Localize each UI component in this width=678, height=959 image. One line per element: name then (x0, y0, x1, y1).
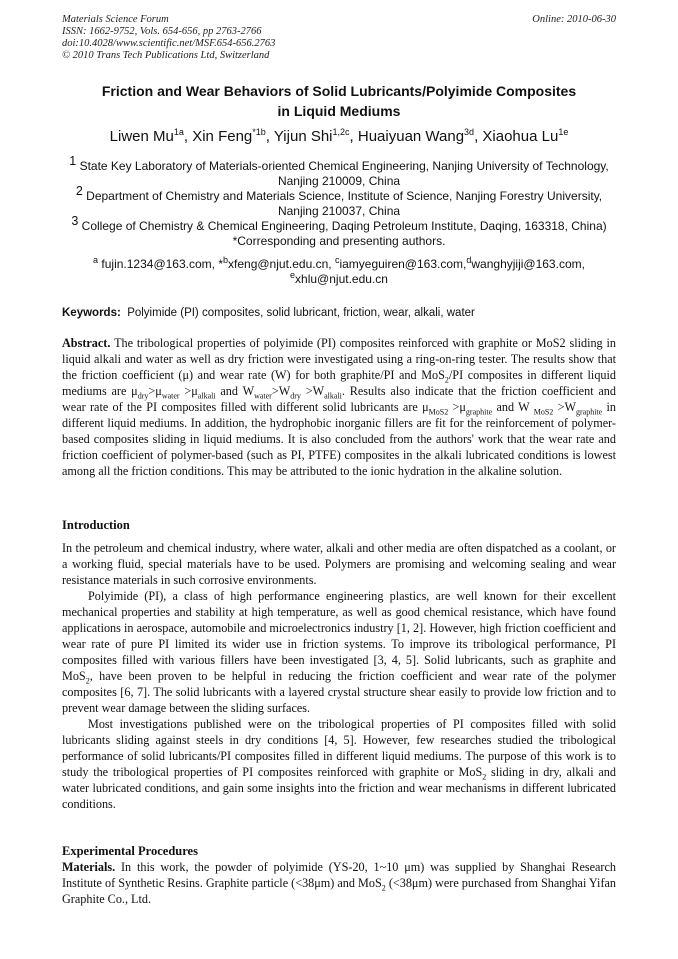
author: Huaiyuan Wang (357, 128, 465, 145)
subscript: MoS2 (533, 407, 554, 417)
abstract-text: /PI composites in different liquid mediums are μ (62, 368, 616, 398)
author-sup: *1b (252, 127, 266, 137)
keywords-text: Polyimide (PI) composites, solid lubricant, friction, wear, alkali, water (127, 307, 475, 319)
keywords-label: Keywords: (62, 307, 121, 319)
author-sup: 3d (464, 127, 475, 137)
abstract (62, 335, 616, 479)
inline-symbol: >μ (179, 384, 198, 398)
author: Yijun Shi (273, 128, 333, 145)
paragraph-text: (<38μm) were purchased from Shanghai Yifan Graphite Co., Ltd. (62, 876, 617, 906)
subscript: dry (290, 391, 301, 401)
affiliation-number: 3 (71, 214, 79, 228)
subscript: 2 (444, 375, 449, 385)
email-c[interactable]: iamyeguiren@163.com (339, 257, 464, 271)
journal-header (62, 14, 616, 62)
introduction-heading: Introduction (62, 518, 130, 532)
journal-name: Materials Science Forum (62, 14, 169, 25)
inline-symbol: . (341, 384, 345, 398)
author-sup: 1a (173, 127, 184, 137)
paragraph-text: Polyimide (PI), a class of high performance engineering plastics, are well known for their excellent mechanical properties and stability at high temperature, as well as good chemical resistance, which have found applications in aerospace, automobile and microelectronics industry [1, 2]. However, high friction coefficient and wear rate of pure PI limited its wider use in friction systems. To improve its tribological performance, PI composites filled with various fillers have been investigated [3, 4, 5]. Solid lubricants, such as graphite and MoS (62, 589, 616, 683)
affiliation-3 (62, 214, 616, 249)
inline-symbol: >W (300, 384, 325, 398)
paper-title (62, 81, 616, 121)
intro-paragraph-1: In the petroleum and chemical industry, where water, alkali and other media are often dispatched as a coolant, or a working fluid, special materials have to be used. Polymers are promising and welcoming sealing and wear resistance materials in such corrosive environments. (62, 541, 616, 587)
abstract-text: The tribological properties of polyimide (PI) composites reinforced with graphite or MoS2 sliding in liquid alkali and water as well as dry friction were investigated using a ring-on-ring tester. The results show that the friction coefficient (μ) and wear rate (W) for both graphite/PI and MoS (62, 336, 617, 382)
author-list (62, 127, 616, 147)
paragraph-text: sliding in dry, alkali and water lubricated conditions, and gain some insights into the friction and wear mechanisms in different lubricated conditions. (62, 765, 616, 811)
inline-symbol: >W (271, 384, 291, 398)
subscript: dry (137, 391, 149, 401)
email-b[interactable]: xfeng@njut.edu.cn (228, 257, 329, 271)
inline-symbol: and W (492, 400, 534, 414)
affiliation-2 (62, 184, 616, 219)
author-sep: , (183, 128, 193, 145)
author-sup: 1,2c (332, 127, 350, 137)
introduction-body (62, 540, 616, 812)
author: Xin Feng (192, 128, 253, 145)
title-line-2: in Liquid Mediums (277, 103, 401, 119)
copyright-line: © 2010 Trans Tech Publications Ltd, Switzerland (62, 50, 270, 61)
subscript: 2 (85, 676, 90, 686)
affiliation-text: Department of Chemistry and Materials Science, Institute of Science, Nanjing Forestry University, Nanjing 210037, China (86, 189, 603, 218)
affiliation-1 (62, 154, 616, 189)
subscript: graphite (465, 407, 493, 417)
inline-symbol: and W (215, 384, 255, 398)
affiliation-text: College of Chemistry & Chemical Engineering, Daqing Petroleum Institute, Daqing, 163318, China) *Corresponding and presenting authors. (81, 219, 607, 248)
author-sep: , (349, 128, 358, 145)
email-a[interactable]: fujin.1234@163.com (101, 257, 212, 271)
subscript: alkali (197, 391, 216, 401)
email-d[interactable]: wanghyjiji@163.com (471, 257, 582, 271)
paragraph-text: In this work, the powder of polyimide (YS-20, 1~10 μm) was supplied by Shanghai Research Institute of Synthetic Resins. Graphite particle (<38μm) and MoS (62, 860, 616, 890)
intro-paragraph-3 (62, 716, 616, 812)
paragraph-text: , have been proven to be helpful in reducing the friction coefficient and wear rate of the polymer composites [6, 7]. The solid lubricants with a layered crystal structure shear easily to provide low friction and to prevent wear damage between the sliding surfaces. (62, 669, 616, 715)
subscript: 2 (381, 883, 386, 893)
author: Liwen Mu (109, 128, 174, 145)
email-list: $^a$ fujin.1234@163.com, *$^b$xfeng@njut.edu.cn, $^c$iamyeguiren@163.com,$^d$wanghyjiji@163.com, $^e$xhlu@njut.edu.cn (93, 255, 585, 286)
experimental-body (62, 859, 616, 907)
issn-line: ISSN: 1662-9752, Vols. 654-656, pp 2763-2766 (62, 26, 262, 37)
subscript: alkali (324, 391, 342, 401)
inline-symbol: >μ (448, 400, 466, 414)
affiliation-number: 2 (75, 184, 83, 198)
affiliation-text: State Key Laboratory of Materials-oriented Chemical Engineering, Nanjing University of Technology, Nanjing 210009, China (79, 159, 609, 188)
author-sep: , (474, 128, 483, 145)
email-e[interactable]: xhlu@njut.edu.cn (295, 272, 388, 286)
author-sup: 1e (558, 127, 569, 137)
author-sep: , (265, 128, 274, 145)
keywords (62, 306, 616, 320)
experimental-heading: Experimental Procedures (62, 844, 198, 858)
intro-paragraph-2 (62, 588, 616, 716)
subscript: water (161, 391, 180, 401)
doi-line: doi:10.4028/www.scientific.net/MSF.654-656.2763 (62, 38, 276, 49)
subscript: graphite (575, 407, 603, 417)
inline-symbol: >W (553, 400, 576, 414)
title-line-1: Friction and Wear Behaviors of Solid Lubricants/Polyimide Composites (101, 83, 577, 99)
paragraph-text: Most investigations published were on the tribological properties of PI composites filled with solid lubricants sliding against steels in dry conditions [4, 5]. However, few researches studied the tribological performance of solid lubricants/PI composites filled in different liquid mediums. The purpose of this work is to study the tribological properties of PI composites reinforced with graphite or MoS (62, 717, 616, 779)
abstract-label: Abstract. (62, 336, 111, 350)
author: Xiaohua Lu (482, 128, 559, 145)
abstract-text: in different liquid mediums. In addition, the hydrophobic inorganic fillers are fit for the reinforcement of polymer-based composites sliding in liquid mediums. It is also concluded from the authors' work that the wear rate and friction coefficient of polymer-based (such as PI, PTFE) composites in the alkali lubricated conditions is lowest among all the friction conditions. This may be attributed to the ionic hydration in the alkaline solution. (62, 400, 616, 478)
inline-symbol: >μ (148, 384, 162, 398)
materials-label: Materials. (62, 860, 116, 874)
abstract-text: Results also indicate that the friction coefficient and wear rate of the PI composites filled with different solid lubricants are μ (62, 384, 616, 414)
subscript: 2 (482, 772, 487, 782)
subscript: water (254, 391, 272, 401)
online-date: Online: 2010-06-30 (532, 14, 616, 25)
affiliation-number: 1 (69, 154, 77, 168)
subscript: MoS2 (428, 407, 449, 417)
